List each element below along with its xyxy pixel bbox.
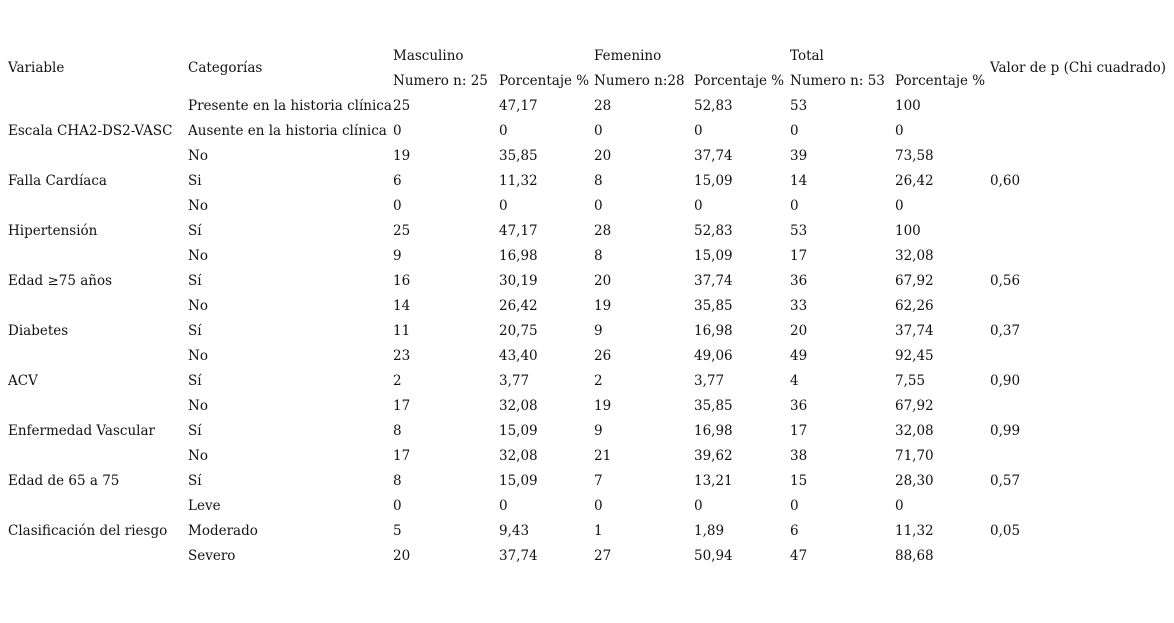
- femenino-porcentaje-cell: 1,89: [694, 523, 725, 539]
- femenino-porcentaje-cell: 50,94: [694, 548, 733, 564]
- total-porcentaje-cell: 88,68: [895, 548, 934, 564]
- header-total-numero: Numero n: 53: [790, 73, 885, 89]
- femenino-porcentaje-cell: 49,06: [694, 348, 733, 364]
- femenino-numero-cell: 28: [594, 223, 612, 239]
- total-numero-cell: 0: [790, 198, 799, 214]
- header-variable: Variable: [8, 60, 65, 76]
- category-cell: Sí: [188, 373, 202, 389]
- category-cell: Si: [188, 173, 202, 189]
- femenino-numero-cell: 19: [594, 398, 612, 414]
- total-numero-cell: 4: [790, 373, 799, 389]
- masculino-numero-cell: 20: [393, 548, 411, 564]
- femenino-porcentaje-cell: 39,62: [694, 448, 733, 464]
- variable-cell: ACV: [8, 373, 38, 389]
- category-cell: Presente en la historia clínica: [188, 98, 392, 114]
- femenino-porcentaje-cell: 13,21: [694, 473, 733, 489]
- femenino-porcentaje-cell: 35,85: [694, 398, 733, 414]
- masculino-numero-cell: 9: [393, 248, 402, 264]
- masculino-porcentaje-cell: 35,85: [499, 148, 538, 164]
- header-categorias: Categorías: [188, 60, 263, 76]
- total-porcentaje-cell: 73,58: [895, 148, 934, 164]
- femenino-numero-cell: 20: [594, 148, 612, 164]
- femenino-porcentaje-cell: 37,74: [694, 273, 733, 289]
- total-numero-cell: 0: [790, 123, 799, 139]
- femenino-porcentaje-cell: 16,98: [694, 323, 733, 339]
- total-numero-cell: 0: [790, 498, 799, 514]
- masculino-porcentaje-cell: 32,08: [499, 398, 538, 414]
- masculino-porcentaje-cell: 3,77: [499, 373, 530, 389]
- p-value-cell: 0,05: [990, 523, 1021, 539]
- p-value-cell: 0,57: [990, 473, 1021, 489]
- femenino-porcentaje-cell: 35,85: [694, 298, 733, 314]
- masculino-porcentaje-cell: 15,09: [499, 473, 538, 489]
- category-cell: No: [188, 398, 208, 414]
- header-masculino-numero: Numero n: 25: [393, 73, 488, 89]
- total-porcentaje-cell: 92,45: [895, 348, 934, 364]
- masculino-porcentaje-cell: 0: [499, 498, 508, 514]
- total-porcentaje-cell: 32,08: [895, 248, 934, 264]
- total-numero-cell: 36: [790, 273, 808, 289]
- header-femenino: Femenino: [594, 48, 662, 64]
- category-cell: No: [188, 348, 208, 364]
- femenino-numero-cell: 20: [594, 273, 612, 289]
- p-value-cell: 0,60: [990, 173, 1021, 189]
- total-numero-cell: 6: [790, 523, 799, 539]
- masculino-numero-cell: 6: [393, 173, 402, 189]
- total-porcentaje-cell: 26,42: [895, 173, 934, 189]
- masculino-numero-cell: 0: [393, 198, 402, 214]
- header-masculino-porcentaje: Porcentaje %: [499, 73, 590, 89]
- p-value-cell: 0,99: [990, 423, 1021, 439]
- category-cell: Sí: [188, 423, 202, 439]
- femenino-numero-cell: 0: [594, 198, 603, 214]
- category-cell: Sí: [188, 223, 202, 239]
- masculino-numero-cell: 2: [393, 373, 402, 389]
- femenino-porcentaje-cell: 15,09: [694, 173, 733, 189]
- masculino-porcentaje-cell: 0: [499, 198, 508, 214]
- variable-cell: Escala CHA2-DS2-VASC: [8, 123, 173, 139]
- masculino-numero-cell: 23: [393, 348, 411, 364]
- total-porcentaje-cell: 32,08: [895, 423, 934, 439]
- femenino-numero-cell: 1: [594, 523, 603, 539]
- femenino-numero-cell: 19: [594, 298, 612, 314]
- femenino-numero-cell: 0: [594, 123, 603, 139]
- total-porcentaje-cell: 62,26: [895, 298, 934, 314]
- masculino-porcentaje-cell: 47,17: [499, 98, 538, 114]
- masculino-porcentaje-cell: 37,74: [499, 548, 538, 564]
- femenino-porcentaje-cell: 37,74: [694, 148, 733, 164]
- variable-cell: Diabetes: [8, 323, 69, 339]
- masculino-porcentaje-cell: 30,19: [499, 273, 538, 289]
- p-value-cell: 0,37: [990, 323, 1021, 339]
- masculino-numero-cell: 17: [393, 398, 411, 414]
- masculino-porcentaje-cell: 26,42: [499, 298, 538, 314]
- masculino-numero-cell: 8: [393, 473, 402, 489]
- total-porcentaje-cell: 67,92: [895, 273, 934, 289]
- femenino-numero-cell: 2: [594, 373, 603, 389]
- total-numero-cell: 17: [790, 248, 808, 264]
- variable-cell: Edad ≥75 años: [8, 273, 113, 289]
- variable-cell: Edad de 65 a 75: [8, 473, 120, 489]
- masculino-porcentaje-cell: 43,40: [499, 348, 538, 364]
- category-cell: No: [188, 298, 208, 314]
- femenino-porcentaje-cell: 52,83: [694, 223, 733, 239]
- masculino-porcentaje-cell: 20,75: [499, 323, 538, 339]
- total-porcentaje-cell: 0: [895, 498, 904, 514]
- total-porcentaje-cell: 7,55: [895, 373, 926, 389]
- total-numero-cell: 38: [790, 448, 808, 464]
- category-cell: Sí: [188, 273, 202, 289]
- masculino-numero-cell: 0: [393, 123, 402, 139]
- p-value-cell: 0,90: [990, 373, 1021, 389]
- total-porcentaje-cell: 100: [895, 98, 921, 114]
- masculino-numero-cell: 8: [393, 423, 402, 439]
- femenino-numero-cell: 27: [594, 548, 612, 564]
- total-numero-cell: 39: [790, 148, 808, 164]
- femenino-porcentaje-cell: 0: [694, 198, 703, 214]
- total-numero-cell: 20: [790, 323, 808, 339]
- category-cell: Sí: [188, 473, 202, 489]
- total-porcentaje-cell: 11,32: [895, 523, 934, 539]
- category-cell: No: [188, 248, 208, 264]
- masculino-numero-cell: 5: [393, 523, 402, 539]
- total-porcentaje-cell: 67,92: [895, 398, 934, 414]
- masculino-numero-cell: 14: [393, 298, 411, 314]
- variable-cell: Enfermedad Vascular: [8, 423, 155, 439]
- femenino-numero-cell: 7: [594, 473, 603, 489]
- total-porcentaje-cell: 37,74: [895, 323, 934, 339]
- femenino-porcentaje-cell: 52,83: [694, 98, 733, 114]
- masculino-numero-cell: 17: [393, 448, 411, 464]
- femenino-numero-cell: 8: [594, 173, 603, 189]
- masculino-porcentaje-cell: 15,09: [499, 423, 538, 439]
- total-porcentaje-cell: 71,70: [895, 448, 934, 464]
- masculino-porcentaje-cell: 47,17: [499, 223, 538, 239]
- masculino-porcentaje-cell: 32,08: [499, 448, 538, 464]
- femenino-numero-cell: 21: [594, 448, 612, 464]
- masculino-porcentaje-cell: 11,32: [499, 173, 538, 189]
- femenino-porcentaje-cell: 3,77: [694, 373, 725, 389]
- total-numero-cell: 17: [790, 423, 808, 439]
- header-total-porcentaje: Porcentaje %: [895, 73, 986, 89]
- total-numero-cell: 36: [790, 398, 808, 414]
- total-numero-cell: 33: [790, 298, 808, 314]
- masculino-porcentaje-cell: 0: [499, 123, 508, 139]
- femenino-porcentaje-cell: 16,98: [694, 423, 733, 439]
- total-porcentaje-cell: 0: [895, 123, 904, 139]
- p-value-cell: 0,56: [990, 273, 1021, 289]
- total-numero-cell: 15: [790, 473, 808, 489]
- category-cell: Severo: [188, 548, 236, 564]
- header-valor-p: Valor de p (Chi cuadrado): [990, 60, 1166, 76]
- femenino-numero-cell: 26: [594, 348, 612, 364]
- total-porcentaje-cell: 28,30: [895, 473, 934, 489]
- total-numero-cell: 14: [790, 173, 808, 189]
- variable-cell: Hipertensión: [8, 223, 98, 239]
- variable-cell: Clasificación del riesgo: [8, 523, 168, 539]
- header-femenino-porcentaje: Porcentaje %: [694, 73, 785, 89]
- category-cell: No: [188, 148, 208, 164]
- category-cell: Leve: [188, 498, 221, 514]
- masculino-numero-cell: 11: [393, 323, 411, 339]
- total-numero-cell: 49: [790, 348, 808, 364]
- femenino-numero-cell: 9: [594, 323, 603, 339]
- variable-cell: Falla Cardíaca: [8, 173, 107, 189]
- category-cell: Moderado: [188, 523, 258, 539]
- femenino-porcentaje-cell: 0: [694, 498, 703, 514]
- masculino-porcentaje-cell: 9,43: [499, 523, 530, 539]
- header-total: Total: [790, 48, 824, 64]
- masculino-numero-cell: 0: [393, 498, 402, 514]
- femenino-numero-cell: 8: [594, 248, 603, 264]
- masculino-numero-cell: 16: [393, 273, 411, 289]
- header-femenino-numero: Numero n:28: [594, 73, 685, 89]
- femenino-porcentaje-cell: 15,09: [694, 248, 733, 264]
- category-cell: No: [188, 448, 208, 464]
- femenino-numero-cell: 9: [594, 423, 603, 439]
- category-cell: No: [188, 198, 208, 214]
- masculino-numero-cell: 19: [393, 148, 411, 164]
- total-numero-cell: 53: [790, 98, 808, 114]
- femenino-porcentaje-cell: 0: [694, 123, 703, 139]
- masculino-porcentaje-cell: 16,98: [499, 248, 538, 264]
- category-cell: Sí: [188, 323, 202, 339]
- total-numero-cell: 53: [790, 223, 808, 239]
- masculino-numero-cell: 25: [393, 223, 411, 239]
- femenino-numero-cell: 28: [594, 98, 612, 114]
- header-masculino: Masculino: [393, 48, 464, 64]
- femenino-numero-cell: 0: [594, 498, 603, 514]
- total-porcentaje-cell: 0: [895, 198, 904, 214]
- category-cell: Ausente en la historia clínica: [188, 123, 387, 139]
- total-numero-cell: 47: [790, 548, 808, 564]
- total-porcentaje-cell: 100: [895, 223, 921, 239]
- masculino-numero-cell: 25: [393, 98, 411, 114]
